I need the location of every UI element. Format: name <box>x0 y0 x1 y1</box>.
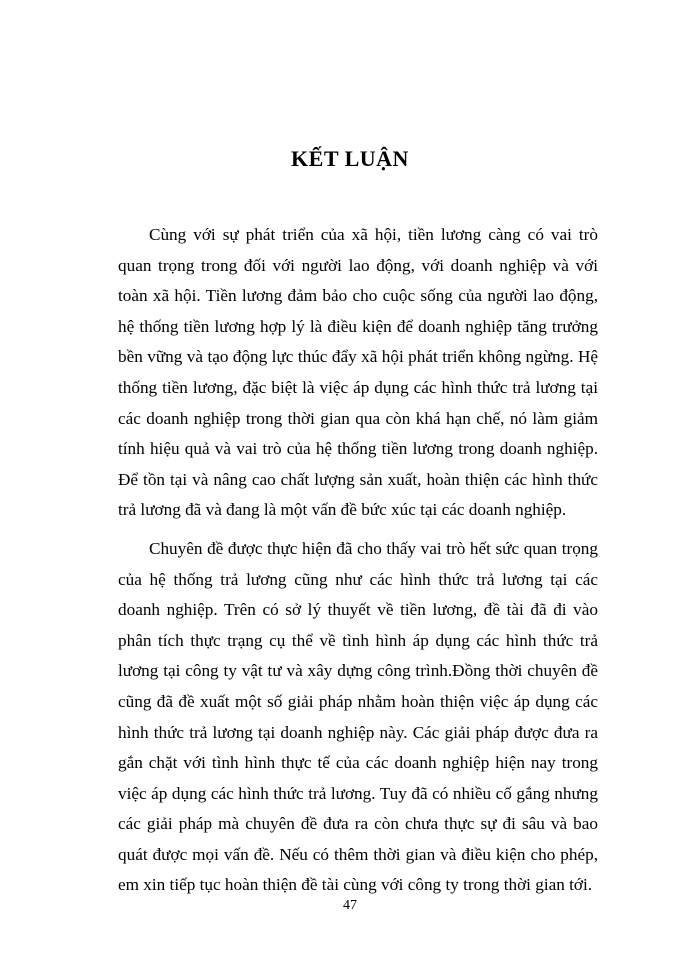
paragraph-2: Chuyên đề được thực hiện đã cho thấy vai trò hết sức quan trọng của hệ thống trả lương cũng như các hình thức trả lương tại các doanh nghiệp. Trên có sở lý thuyết về tiền lương, đề tài đã đi vào phân tích thực trạng cụ thể về tình hình áp dụng các hình thức trả lương tại công ty vật tư và xây dựng công trình.Đồng thời chuyên đề cũng đã đề xuất một số giải pháp nhằm hoàn thiện việc áp dụng các hình thức trả lương tại doanh nghiệp này. Các giải pháp được đưa ra gắn chặt với tình hình thực tế của các doanh nghiệp hiện nay trong việc áp dụng các hình thức trả lương. Tuy đã có nhiều cố gắng nhưng các giải pháp mà chuyên đề đưa ra còn chưa thực sự đi sâu và bao quát được mọi vấn đề. Nếu có thêm thời gian và điều kiện cho phép, em xin tiếp tục hoàn thiện đề tài cùng với công ty trong thời gian tới. <box>118 538 598 895</box>
body-text <box>118 220 598 901</box>
page-title: KẾT LUẬN <box>291 146 409 171</box>
paragraph-1: Cùng với sự phát triển của xã hội, tiền lương càng có vai trò quan trọng trong đối với người lao động, với doanh nghiệp và với toàn xã hội. Tiền lương đảm bảo cho cuộc sống của người lao động, hệ thống tiền lương hợp lý là điều kiện để doanh nghiệp tăng trưởng bền vững và tạo động lực thúc đẩy xã hội phát triển không ngừng. Hệ thống tiền lương, đặc biệt là việc áp dụng các hình thức trả lương tại các doanh nghiệp trong thời gian qua còn khá hạn chế, nó làm giảm tính hiệu quả và vai trò của hệ thống tiền lương trong doanh nghiệp. Để tồn tại và nâng cao chất lượng sản xuất, hoàn thiện các hình thức trả lương đã và đang là một vấn đề bức xúc tại các doanh nghiệp. <box>118 225 598 520</box>
page-number: 47 <box>343 898 357 913</box>
